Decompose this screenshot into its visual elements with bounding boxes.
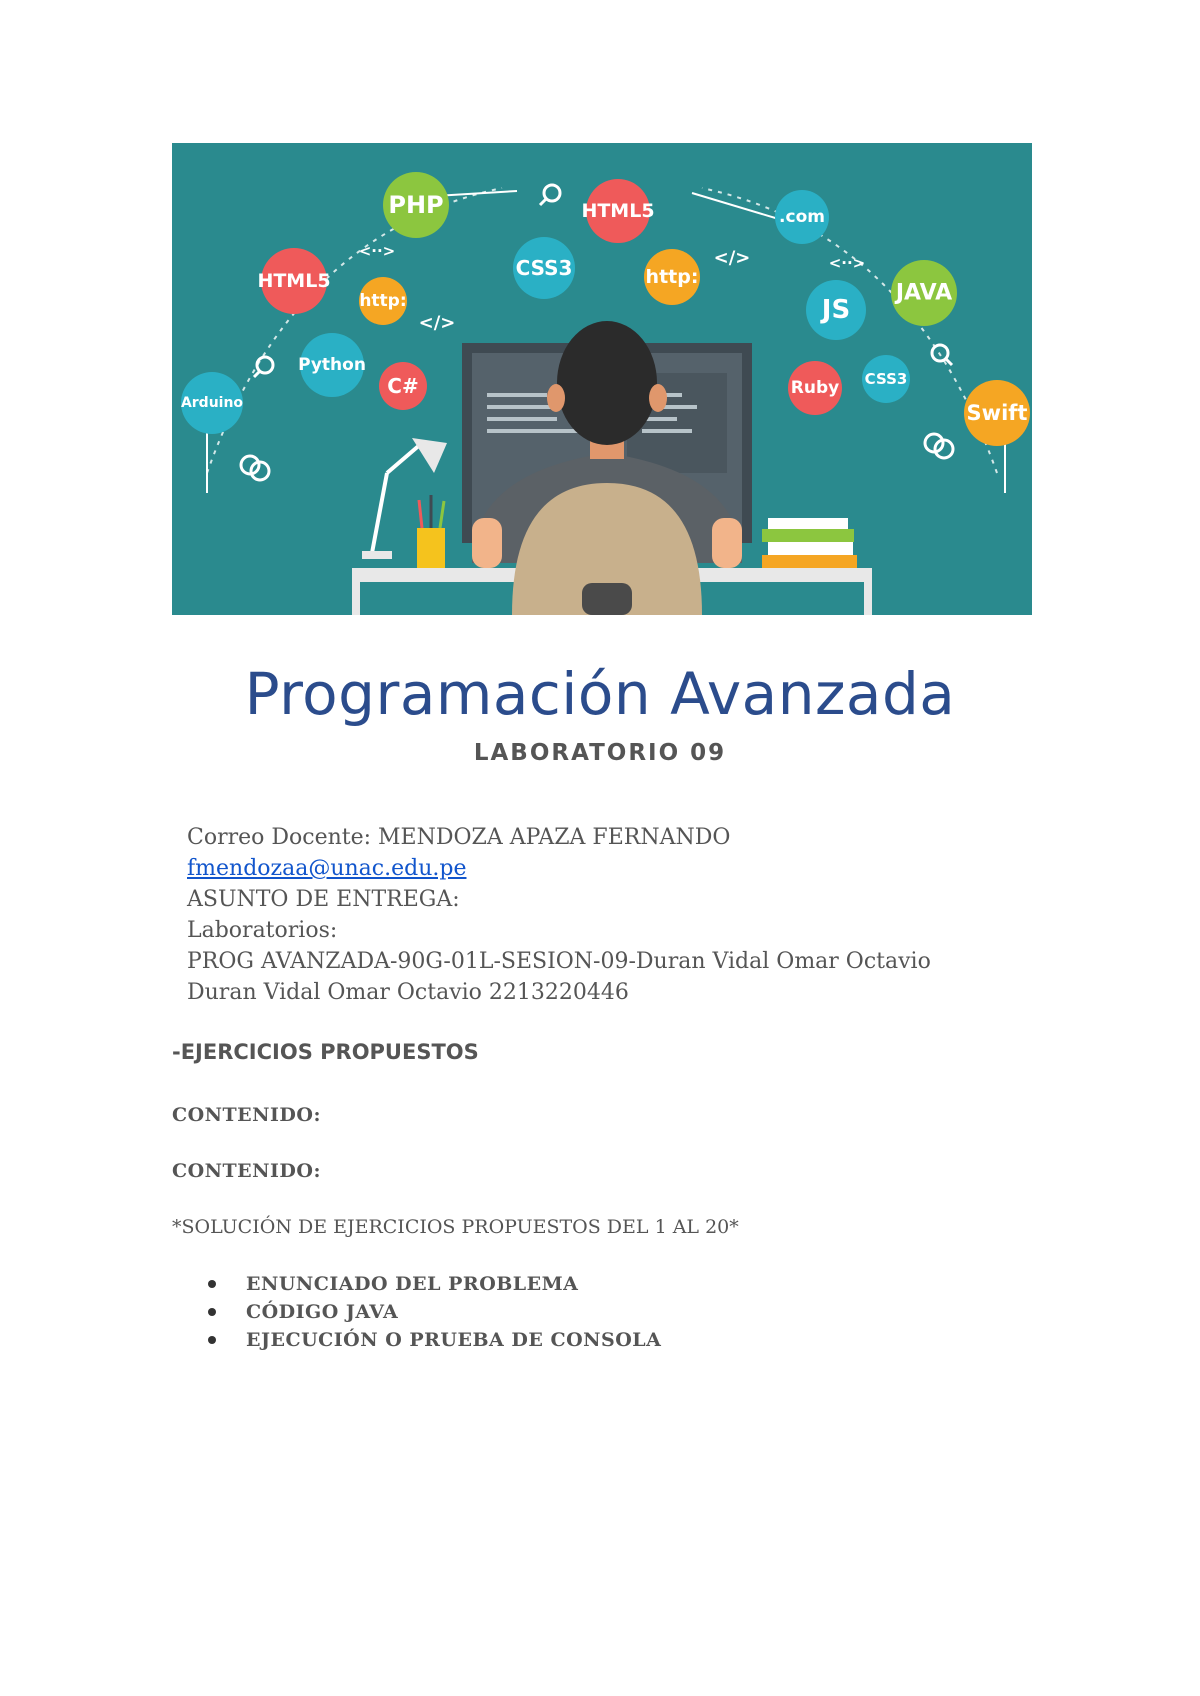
list-item: ENUNCIADO DEL PROBLEMA (204, 1270, 661, 1298)
bubble-js (806, 280, 866, 340)
bullet-icon (208, 1336, 216, 1344)
docente-email-link[interactable]: fmendozaa@unac.edu.pe (187, 856, 467, 881)
svg-text:HTML5: HTML5 (257, 270, 331, 292)
svg-text:C#: C# (387, 374, 419, 398)
document-title: Programación Avanzada (244, 660, 956, 728)
asunto-line: ASUNTO DE ENTREGA: (187, 887, 460, 912)
docente-line: Correo Docente: MENDOZA APAZA FERNANDO (187, 825, 731, 850)
bubble-python (298, 333, 366, 397)
section-heading: -EJERCICIOS PROPUESTOS (172, 1040, 479, 1064)
svg-text:JS: JS (821, 295, 851, 325)
bubble-php (383, 172, 449, 238)
bubble-http-left (359, 277, 407, 325)
bubble-html5-center (581, 179, 654, 243)
bubble-css3-right (862, 355, 910, 403)
bubble-dotcom (775, 190, 829, 244)
banner-illustration (172, 143, 1032, 615)
svg-text:<··>: <··> (358, 242, 396, 260)
svg-text:</>: </> (418, 312, 456, 334)
bubble-ruby (788, 361, 842, 415)
technology-bubbles (172, 143, 1032, 615)
codigo-line: PROG AVANZADA-90G-01L-SESION-09-Duran Vidal Omar Octavio (187, 949, 931, 974)
bullet-list (204, 1270, 661, 1354)
svg-text:PHP: PHP (388, 191, 444, 219)
svg-text:CSS3: CSS3 (864, 370, 908, 388)
bubble-csharp (379, 362, 427, 410)
svg-text:CSS3: CSS3 (515, 256, 573, 280)
laboratorios-line: Laboratorios: (187, 918, 338, 943)
document-subtitle: LABORATORIO 09 (473, 740, 727, 766)
contenido-label-1: CONTENIDO: (172, 1104, 321, 1126)
alumno-line: Duran Vidal Omar Octavio 2213220446 (187, 980, 629, 1005)
bubble-http-center (644, 249, 700, 305)
svg-text:<··>: <··> (828, 254, 866, 272)
bullet-icon (208, 1280, 216, 1288)
bubble-java (891, 260, 957, 326)
bubble-arduino (181, 372, 243, 434)
svg-text:JAVA: JAVA (895, 280, 953, 306)
svg-text:.com: .com (779, 207, 825, 227)
svg-text:</>: </> (713, 247, 751, 269)
svg-text:Python: Python (298, 355, 366, 375)
svg-text:Arduino: Arduino (180, 395, 244, 411)
bubble-html5-left (257, 248, 330, 314)
svg-text:Swift: Swift (966, 401, 1028, 425)
bullet-icon (208, 1308, 216, 1316)
solucion-line: *SOLUCIÓN DE EJERCICIOS PROPUESTOS DEL 1 AL 20* (172, 1216, 739, 1238)
bubble-css3-center (513, 237, 575, 299)
list-item: CÓDIGO JAVA (204, 1298, 661, 1326)
svg-text:http:: http: (645, 266, 699, 288)
bubble-swift (964, 380, 1030, 446)
list-item: EJECUCIÓN O PRUEBA DE CONSOLA (204, 1326, 661, 1354)
svg-text:HTML5: HTML5 (581, 200, 655, 222)
submission-info (187, 822, 931, 1008)
svg-text:http:: http: (359, 291, 407, 311)
contenido-label-2: CONTENIDO: (172, 1160, 321, 1182)
svg-text:Ruby: Ruby (790, 378, 840, 398)
